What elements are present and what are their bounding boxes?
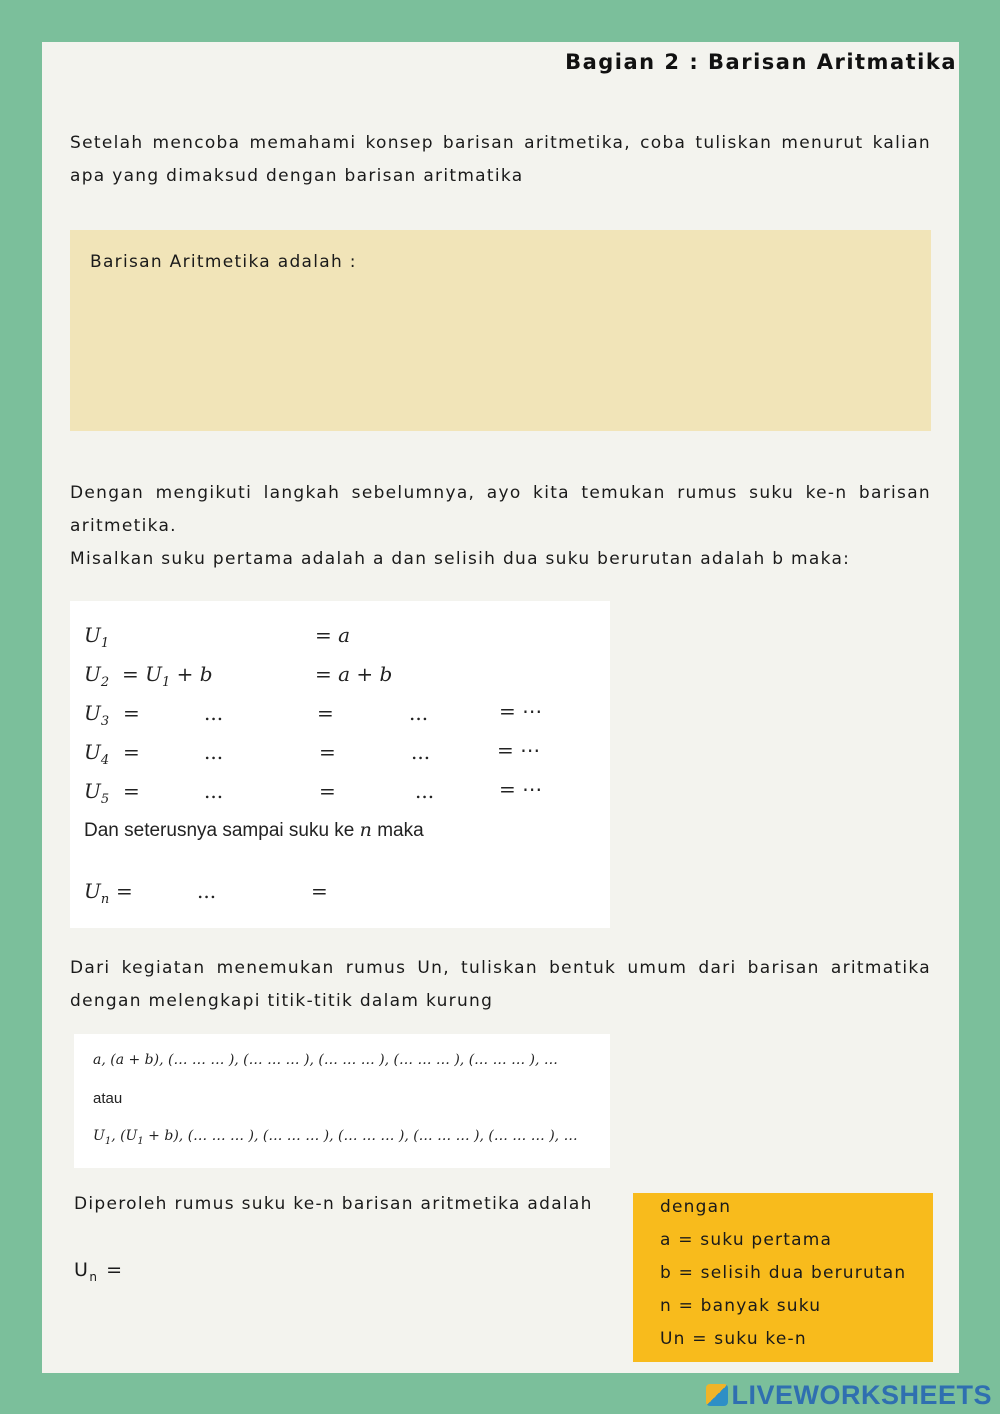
formula-eq: =	[311, 879, 328, 903]
formula-u2: $U_2$	[84, 662, 110, 690]
general-form-text: Dari kegiatan menemukan rumus Un, tuliskan bentuk umum dari barisan aritmatika dengan melengkapi titik-titik dalam kurung	[70, 958, 931, 1011]
formula-u1: $U_1$	[84, 623, 110, 651]
formula-image	[70, 601, 610, 928]
sequence-image	[74, 1034, 610, 1168]
liveworksheets-logo-icon	[706, 1384, 728, 1406]
legend-item: b = selisih dua berurutan	[660, 1263, 907, 1283]
legend-item: a = suku pertama	[660, 1230, 833, 1250]
formula-eq: =	[319, 779, 336, 803]
formula-dots: ...	[204, 740, 224, 764]
formula-u2-rhs: = a + b	[315, 662, 393, 686]
formula-eq: =	[319, 740, 336, 764]
intro-text: Setelah mencoba memahami konsep barisan aritmetika, coba tuliskan menurut kalian apa yang dimaksud dengan barisan aritmatika	[70, 133, 931, 186]
formula-eq: =	[317, 701, 334, 725]
formula-dots: ...	[204, 701, 224, 725]
formula-cdots: = ⋯	[497, 738, 541, 762]
definition-label: Barisan Aritmetika adalah :	[90, 252, 357, 272]
definition-answer-box[interactable]	[70, 230, 931, 431]
formula-eq: =	[123, 779, 140, 803]
watermark-text: LIVEWORKSHEETS	[731, 1379, 992, 1410]
liveworksheets-watermark	[706, 1380, 992, 1410]
sequence-line-a: a, (a + b), (… … … ), (… … … ), (… … … ), (… … … ), (… … … ), …	[93, 1052, 558, 1068]
formula-dots: ...	[411, 740, 431, 764]
legend-item: Un = suku ke-n	[660, 1329, 807, 1349]
formula-cdots: = ⋯	[499, 777, 543, 801]
sequence-atau: atau	[93, 1090, 123, 1107]
legend-item: n = banyak suku	[660, 1296, 822, 1316]
steps-text: Dengan mengikuti langkah sebelumnya, ayo kita temukan rumus suku ke-n barisan aritmetika.	[70, 483, 931, 536]
steps-assumption-text: Misalkan suku pertama adalah a dan selisih dua suku berurutan adalah b maka:	[70, 549, 851, 569]
formula-eq: =	[123, 701, 140, 725]
un-formula-label[interactable]: $U_n$ =	[74, 1259, 124, 1284]
worksheet-page	[42, 42, 959, 1373]
formula-dots: ...	[204, 779, 224, 803]
formula-eq: =	[123, 740, 140, 764]
result-text: Diperoleh rumus suku ke-n barisan aritmetika adalah	[74, 1194, 593, 1214]
formula-u5: $U_5$	[84, 779, 110, 807]
page-title: Bagian 2 : Barisan Aritmatika	[565, 50, 957, 74]
formula-u4: $U_4$	[84, 740, 110, 768]
sequence-line-u: $U_1$, $(U_1 + b)$, (… … … ), (… … … ), (… … … ), (… … … ), (… … … ), …	[93, 1128, 578, 1147]
formula-u2-mid: = $U_1 + b$	[122, 662, 213, 690]
legend-box	[633, 1193, 933, 1362]
legend-item: dengan	[660, 1197, 732, 1217]
formula-u3: $U_3$	[84, 701, 110, 729]
formula-cdots: = ⋯	[499, 699, 543, 723]
formula-dots: ...	[197, 879, 217, 903]
formula-dots: ...	[415, 779, 435, 803]
formula-dots: ...	[409, 701, 429, 725]
formula-un: $U_n$	[84, 879, 110, 907]
formula-continuation: Dan seterusnya sampai suku ke n maka	[84, 819, 424, 841]
formula-u1-rhs: = a	[315, 623, 351, 647]
formula-eq: =	[116, 879, 133, 903]
